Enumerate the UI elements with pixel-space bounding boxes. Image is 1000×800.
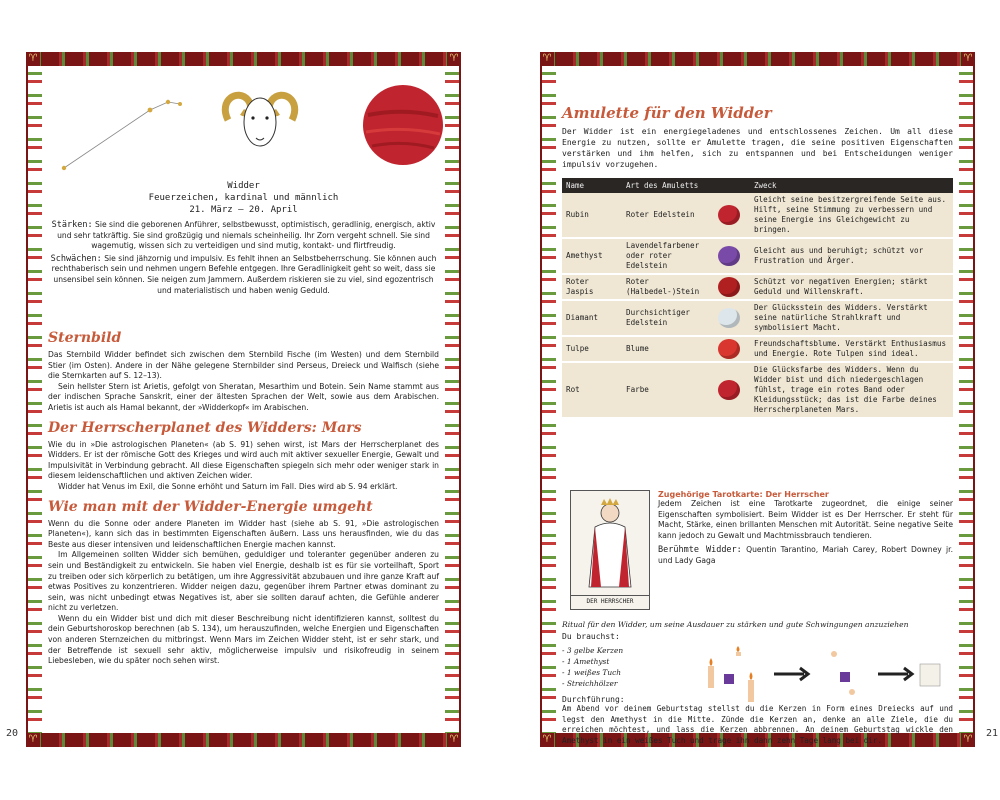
paragraph: Sein hellster Stern ist Arietis, gefolgt von Sheratan, Mesarthim und Botein. Sein Name stammt aus der indischen Sprache Sanskrit, einer der ältesten Sprachen der Welt, sowie aus dem Arabischen. Arietis ist auch als Hamal bekannt, der »Widderkopf« im Arabischen. <box>48 381 439 412</box>
you-need-label: Du brauchst: <box>562 632 620 641</box>
paragraph: Im Allgemeinen sollten Widder sich bemühen, geduldiger und toleranter gegenüber anderen zu sein und Beständigkeit zu entwickeln. Sie haben viel Energie, deshalb ist es für sie vorteilhaft, Sport zu treiben oder sich körperlich zu betätigen, um ihre Aggressivität abzubauen und ihre ganze Kraft auf etwas Positives zu konzentrieren. Widder neigen dazu, gegenüber ihrem Partner etwas dominant zu sein, was nicht unbedingt etwas Negatives ist, aber sie sollten darauf achten, die Gefühle anderer nicht zu verletzen. <box>48 550 439 613</box>
candle-icon <box>736 646 741 656</box>
section-heading-energie: Wie man mit der Widder-Energie umgeht <box>48 498 373 515</box>
aries-corner-icon: ♈ <box>26 733 40 747</box>
paint-bucket-icon <box>718 380 740 400</box>
paragraph: Wenn du die Sonne oder andere Planeten im Widder hast (siehe ab S. 91, »Die astrologischen Planeten«), kann sich das in bestimmten Eigenschaften äußern. Lass uns herausfinden, wie du das Beste aus dieser intensiven und leidenschaftlichen Energie machen kannst. <box>48 518 439 549</box>
table-row <box>562 274 953 300</box>
table-row <box>562 300 953 336</box>
sign-title: Widder <box>227 181 260 191</box>
diamond-icon <box>718 308 740 328</box>
strengths-text: Sie sind die geborenen Anführer, selbstbewusst, optimistisch, geradlinig, energisch, aktiv und sehr tatkräftig. Sie sind großzügig und niemals scheinheilig. Ihr Zorn vergeht schnell. Sie sind wagemutig, wissen sich zu verteidigen und sind mutig, kontakt- und flirtfreudig. <box>57 220 436 251</box>
paint-bucket-icon <box>708 362 750 418</box>
procedure-label: Durchführung: <box>562 695 625 704</box>
amulet-type: Lavendelfarbener oder roter Edelstein <box>622 238 708 274</box>
amulet-purpose: Gleicht aus und beruhigt; schützt vor Frustration und Ärger. <box>750 238 953 274</box>
amulet-name: Roter Jaspis <box>562 274 622 300</box>
right-page <box>540 52 975 747</box>
sign-dates: 21. März – 20. April <box>189 205 298 215</box>
amulet-name: Rot <box>562 362 622 418</box>
candle-icon <box>708 658 714 688</box>
floral-border-right <box>959 66 975 733</box>
diamond-icon <box>708 300 750 336</box>
paragraph: Das Sternbild Widder befindet sich zwischen dem Sternbild Fische (im Westen) und dem Sternbild Stier (im Osten). Andere in der Nähe gelegene Sternbilder sind Perseus, Dreieck und Walfisch (siehe die Sternkarten auf S. 12–13). <box>48 350 439 381</box>
famous-label: Berühmte Widder: <box>658 545 742 556</box>
amulet-name: Tulpe <box>562 336 622 362</box>
ritual-item: - 1 weißes Tuch <box>562 668 622 677</box>
star <box>148 108 153 113</box>
column-header: Art des Amuletts <box>622 178 750 193</box>
star <box>62 166 66 170</box>
amulets-heading: Amulette für den Widder <box>562 104 772 122</box>
amulet-purpose: Schützt vor negativen Energien; stärkt Geduld und Willenskraft. <box>750 274 953 300</box>
amulet-purpose: Die Glücksfarbe des Widders. Wenn du Widder bist und dich niedergeschlagen fühlst, trage ein rotes Band oder Kleidungsstück; das ist die Farbe deines Herrscherplaneten Mars. <box>750 362 953 418</box>
floral-border-bottom <box>26 733 461 747</box>
ritual-item: - 3 gelbe Kerzen <box>562 646 624 655</box>
star <box>178 102 182 106</box>
aries-corner-icon: ♈ <box>540 52 554 66</box>
floral-border-left <box>540 66 556 733</box>
white-cloth-icon <box>920 664 940 686</box>
aries-corner-icon: ♈ <box>540 733 554 747</box>
amulet-purpose: Der Glücksstein des Widders. Verstärkt seine natürliche Strahlkraft und symbolisiert Macht. <box>750 300 953 336</box>
strengths-label: Stärken: <box>51 220 93 230</box>
emperor-figure-icon <box>571 491 649 591</box>
tulip-icon <box>708 336 750 362</box>
candle-icon <box>748 672 754 702</box>
amethyst-icon <box>724 674 734 684</box>
mars-planet-icon <box>358 80 448 170</box>
weaknesses-label: Schwächen: <box>50 253 102 264</box>
amulets-table <box>562 178 953 419</box>
amethyst-icon <box>708 238 750 274</box>
amethyst-icon <box>718 246 740 266</box>
table-header-row <box>562 178 953 193</box>
paragraph: Widder hat Venus im Exil, die Sonne erhöht und Saturn im Fall. Dies wird ab S. 94 erklärt. <box>58 481 398 491</box>
amulet-name: Diamant <box>562 300 622 336</box>
amulet-purpose: Freundschaftsblume. Verstärkt Enthusiasmus und Energie. Rote Tulpen sind ideal. <box>750 336 953 362</box>
ruby-icon <box>708 193 750 238</box>
aries-constellation-icon <box>52 76 182 176</box>
tarot-card-label: DER HERRSCHER <box>571 595 649 605</box>
amulet-type: Farbe <box>622 362 708 418</box>
weaknesses-text: Sie sind jähzornig und impulsiv. Es fehlt ihnen an Selbstbeherrschung. Sie können auch rechthaberisch sein und nehmen ungern Befehle entgegen. Ihre Geradlinigkeit geht so weit, dass sie unsensibel sein können. Sie neigen zum Jammern. Außerdem riskieren sie zu viel, sind egozentrisch und materialistisch und haben wenig Geduld. <box>51 253 437 295</box>
table-row <box>562 238 953 274</box>
amulet-type: Blume <box>622 336 708 362</box>
left-page <box>26 52 461 747</box>
tarot-heading: Zugehörige Tarotkarte: Der Herrscher <box>658 490 829 499</box>
paragraph: Wenn du ein Widder bist und dich mit dieser Beschreibung nicht identifizieren kannst, solltest du dein Geburtshoroskop berechnen (ab S. 134), um herauszufinden, welche Energien und Eigenschaften von anderen Sternzeichen du mitbringst. Wenn Mars im Zeichen Widder steht, ist er sehr stark, und der Betreffende ist sexuell sehr aktiv, möglicherweise impulsiv und risikofreudig in seinem Liebesleben, wie du später noch sehen wirst. <box>48 613 439 666</box>
section-heading-mars: Der Herrscherplanet des Widders: Mars <box>48 419 362 436</box>
ruby-icon <box>718 205 740 225</box>
star <box>166 100 170 104</box>
table-row <box>562 193 953 238</box>
aries-corner-icon: ♈ <box>447 52 461 66</box>
table-row <box>562 336 953 362</box>
paragraph: Wie du in »Die astrologischen Planeten« (ab S. 91) sehen wirst, ist Mars der Herrscherplanet des Widders. Er ist der römische Gott des Krieges und wird auch mit aktiver sexueller Energie, Gewalt und Impulsivität in Verbindung gebracht. All diese Eigenschaften spiegeln sich mehr oder weniger stark in diesem leidenschaftlichen und aktiven Zeichen wider. <box>48 439 439 481</box>
amulet-name: Amethyst <box>562 238 622 274</box>
red-jasper-icon <box>718 277 740 297</box>
amulet-type: Roter (Halbedel-)Stein <box>622 274 708 300</box>
amulet-type: Roter Edelstein <box>622 193 708 238</box>
sign-subtitle: Feuerzeichen, kardinal und männlich <box>148 193 339 203</box>
amulet-name: Rubin <box>562 193 622 238</box>
ram-head-icon <box>220 80 300 160</box>
amethyst-icon <box>840 672 850 682</box>
tarot-card-emperor <box>570 490 650 610</box>
tulip-icon <box>718 339 740 359</box>
column-header: Zweck <box>750 178 953 193</box>
ritual-item: - 1 Amethyst <box>562 657 610 666</box>
floral-border-top <box>540 52 975 66</box>
amulets-intro: Der Widder ist ein energiegeladenes und entschlossenes Zeichen. Um all diese Energie zu nutzen, sollte er Amulette tragen, die seine positiven Eigenschaften verstärken und ihm helfen, sich zu entspannen und bei Entscheidungen weniger impulsiv vorzugehen. <box>562 127 953 169</box>
amulet-purpose: Gleicht seine besitzergreifende Seite aus. Hilft, seine Stimmung zu verbessern und seine Energie ins Gleichgewicht zu bringen. <box>750 193 953 238</box>
table-row <box>562 362 953 418</box>
red-jasper-icon <box>708 274 750 300</box>
aries-corner-icon: ♈ <box>961 52 975 66</box>
section-heading-sternbild: Sternbild <box>48 330 122 346</box>
aries-corner-icon: ♈ <box>447 733 461 747</box>
page-number-right: 21 <box>986 728 999 739</box>
tarot-text: Jedem Zeichen ist eine Tarotkarte zugeordnet, die einige seiner Eigenschaften symbolisiert. Beim Widder ist es Der Herrscher. Er steht für Macht, Stärke, einen brillanten Menschen mit Autorität. Seine negative Seite kann jedoch zu Gewalt und Machtmissbrauch tendieren. <box>658 499 953 540</box>
procedure-text: Am Abend vor deinem Geburtstag stellst du die Kerzen in Form eines Dreiecks auf und legst den Amethyst in die Mitte. Zünde die Kerzen an, denke an alle Ziele, die du erreichen möchtest, und lass die Kerzen abbrennen. An deinem Geburtstag wickle den Amethyst in ein weißes Tuch und trage ihn dann zehn Tage lang bei dir. <box>562 704 953 745</box>
aries-corner-icon: ♈ <box>26 52 40 66</box>
famous-text: Quentin Tarantino, Mariah Carey, Robert Downey jr. und Lady Gaga <box>658 545 953 565</box>
column-header: Name <box>562 178 622 193</box>
amulet-type: Durchsichtiger Edelstein <box>622 300 708 336</box>
page-number-left: 20 <box>6 728 19 739</box>
ritual-illustration <box>692 644 952 706</box>
floral-border-left <box>26 66 42 733</box>
ritual-heading: Ritual für den Widder, um seine Ausdauer zu stärken und gute Schwingungen anzuziehen <box>562 620 909 629</box>
floral-border-top <box>26 52 461 66</box>
ritual-item: - Streichhölzer <box>562 679 618 688</box>
aries-corner-icon: ♈ <box>961 733 975 747</box>
